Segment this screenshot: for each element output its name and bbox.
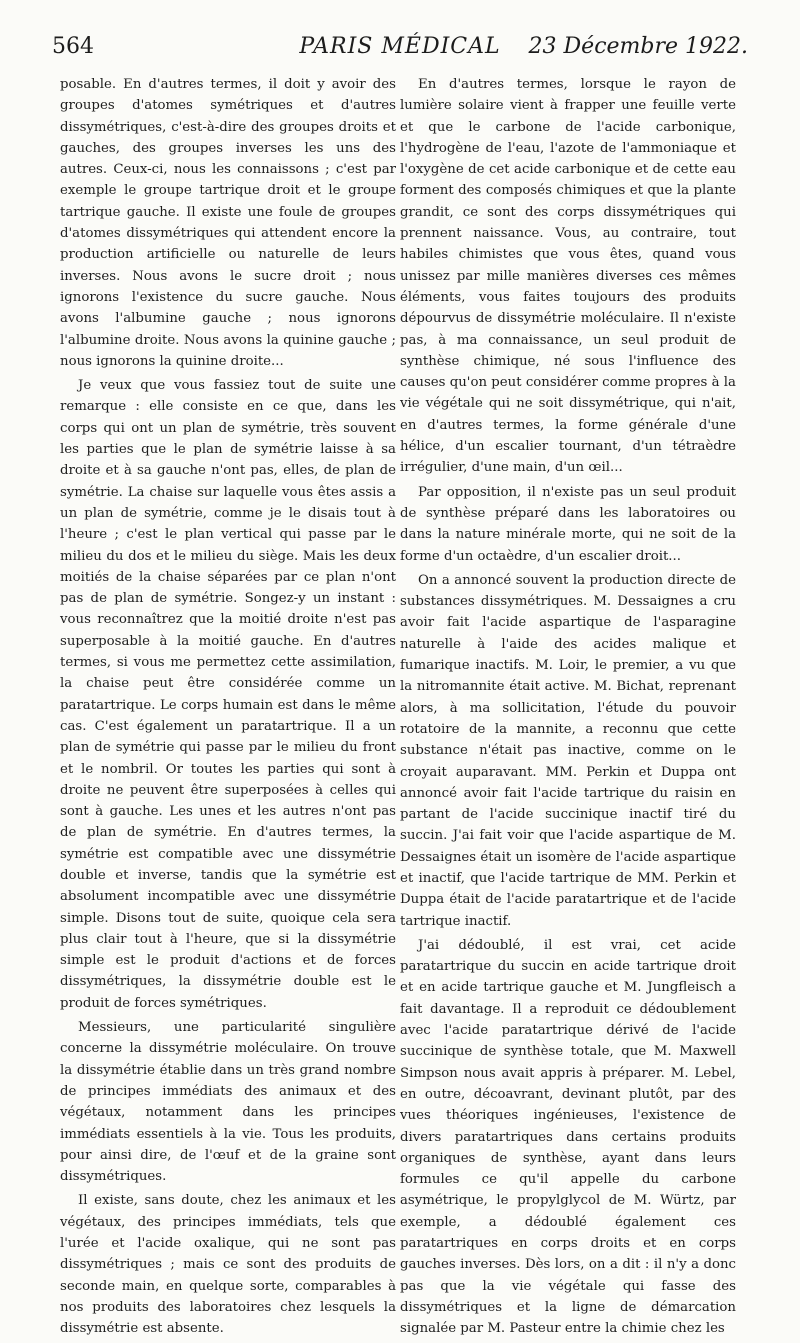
page-number: 564 [52,34,94,59]
left-column [60,74,396,1343]
paragraph: Messieurs, une particularité singulière concerne la dissymétrie moléculaire. On trouve la dissymétrie établie dans un très grand nombre de principes immédiats des animaux et des végétaux, notamment dans les principes immédiats essentiels à la vie. Tous les produits, pour ainsi dire, de l'œuf et de la graine sont dissymétriques. [60,1020,396,1185]
paragraph: Il existe, sans doute, chez les animaux et les végétaux, des principes immédiats, tels que l'urée et l'acide oxalique, qui ne sont pas dissymétriques ; mais ce sont des produits de seconde main, en quelque sorte, comparables à nos produits des laboratoires chez lesquels la dissymétrie est absente. [60,1193,396,1337]
paragraph: Par opposition, il n'existe pas un seul produit de synthèse préparé dans les laboratoires ou dans la nature minérale morte, qui ne soit de la forme d'un octaèdre, d'un escalier droit... [400,484,736,564]
paragraph: J'ai dédoublé, il est vrai, cet acide paratartrique du succin en acide tartrique droit et en acide tartrique gauche et M. Jungfleisch a fait davantage. Il a reproduit ce dédoublement avec l'acide paratartrique dérivé de l'acide succinique de synthèse totale, que M. Maxwell Simpson nous avait appris à préparer. M. Lebel, en outre, décoavrant, devinant plutôt, par des vues théoriques ingénieuses, l'existence de divers paratartriques dans certains produits organiques de synthèse, ayant dans leurs formules ce qu'il appelle du carbone asymétrique, le propylglycol de M. Würtz, par exemple, a dédoublé également ces paratartriques en corps droits et en corps gauches inverses. Dès lors, on a dit : il n'y a donc pas que la vie végétale qui fasse des dissymétriques et la ligne de démarcation signalée par M. Pasteur entre la chimie chez les [400,937,736,1337]
issue-date: 23 Décembre 1922. [528,34,748,59]
paragraph: En d'autres termes, lorsque le rayon de lumière solaire vient à frapper une feuille verte et que le carbone de l'acide carbonique, l'hydrogène de l'eau, l'azote de l'ammoniaque et l'oxygène de cet acide carbonique et de cette eau forment des composés chimiques et que la plante grandit, ce sont des corps dissymétriques qui prennent naissance. Vous, au contraire, tout habiles chimistes que vous êtes, quand vous unissez par mille manières diverses ces mêmes éléments, vous faites toujours des produits dépourvus de dissymétrie moléculaire. Il n'existe pas, à ma connaissance, un seul produit de synthèse chimique, né sous l'influence des causes qu'on peut considérer comme propres à la vie végétale qui ne soit dissymétrique, qui n'ait, en d'autres termes, la forme générale d'une hélice, d'un escalier tournant, d'un tétraèdre irrégulier, d'une main, d'un œil... [400,77,736,476]
page-header [52,34,748,68]
paragraph: Je veux que vous fassiez tout de suite une remarque : elle consiste en ce que, dans les corps qui ont un plan de symétrie, très souvent les parties que le plan de symétrie laisse à sa droite et à sa gauche n'ont pas, elles, de plan de symétrie. La chaise sur laquelle vous êtes assis a un plan de symétrie, comme je le disais tout à l'heure ; c'est le plan vertical qui passe par le milieu du dos et le milieu du siège. Mais les deux moitiés de la chaise séparées par ce plan n'ont pas de plan de symétrie. Songez-y un instant : vous reconnaîtrez que la moitié droite n'est pas superposable à la moitié gauche. En d'autres termes, si vous me permettez cette assimilation, la chaise peut être considérée comme un paratartrique. Le corps humain est dans le même cas. C'est également un paratartrique. Il a un plan de symétrie qui passe par le milieu du front et le nombril. Or toutes les parties qui sont à droite ne peuvent être superposées à celles qui sont à gauche. Les unes et les autres n'ont pas de plan de symétrie. En d'autres termes, la symétrie est compatible avec une dissymétrie double et inverse, tandis que la symétrie est absolument incompatible avec une dissymétrie simple. Disons tout de suite, quoique cela sera plus clair tout à l'heure, que si la dissymétrie simple est le produit d'actions et de forces dissymétriques, la dissymétrie double est le produit de forces symétriques. [60,378,396,1011]
journal-title: PARIS MÉDICAL [299,34,501,59]
right-column [400,74,736,1343]
paragraph: On a annoncé souvent la production directe de substances dissymétriques. M. Dessaignes a cru avoir fait l'acide aspartique de l'asparagine naturelle à l'aide des acides malique et fumarique inactifs. M. Loir, le premier, a vu que la nitromannite était active. M. Bichat, reprenant alors, à ma sollicitation, l'étude du pouvoir rotatoire de la mannite, a reconnu que cette substance n'était pas inactive, comme on le croyait auparavant. MM. Perkin et Duppa ont annoncé avoir fait l'acide tartrique du raisin en partant de l'acide succinique inactif tiré du succin. J'ai fait voir que l'acide aspartique de M. Dessaignes était un isomère de l'acide aspartique et inactif, que l'acide tartrique de MM. Perkin et Duppa était de l'acide paratartrique et de l'acide tartrique inactif. [400,572,736,929]
paragraph: posable. En d'autres termes, il doit y avoir des groupes d'atomes symétriques et d'autres dissymétriques, c'est-à-dire des groupes droits et gauches, des groupes inverses les uns des autres. Ceux-ci, nous les connaissons ; c'est par exemple le groupe tartrique droit et le groupe tartrique gauche. Il existe une foule de groupes d'atomes dissymétriques qui attendent encore la production artificielle ou naturelle de leurs inverses. Nous avons le sucre droit ; nous ignorons l'existence du sucre gauche. Nous avons l'albumine gauche ; nous ignorons l'albumine droite. Nous avons la quinine gauche ; nous ignorons la quinine droite... [60,77,396,369]
